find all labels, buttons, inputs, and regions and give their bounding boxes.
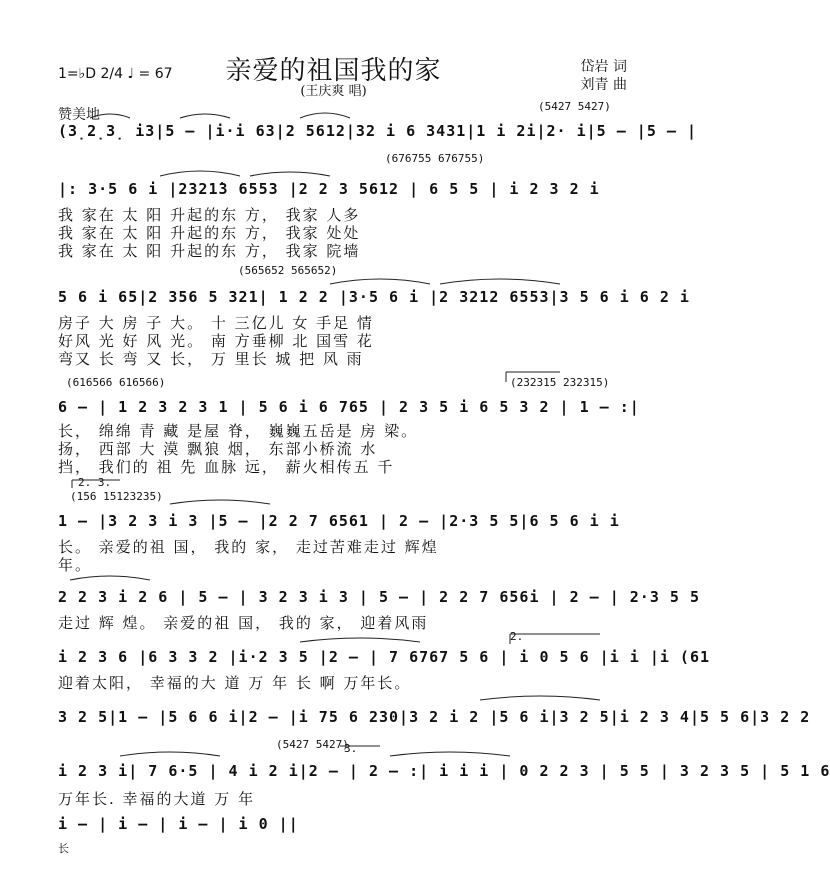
lyric-line: 迎着太阳， 幸福的大 道 万 年 长 啊 万年长。 — [58, 674, 412, 692]
volta-label: 2. 3. — [78, 476, 112, 489]
song-title: 亲爱的祖国我的家 — [225, 56, 442, 86]
lyric-verse-2: 好风 光 好 风 光。 南 方垂柳 北 国雪 花 — [58, 332, 374, 350]
grace-notes: (5427 5427) — [276, 738, 349, 751]
notation-line-3: 5 6 i 65|2 356 5 321| 1 2 2 |3·5 6 i |2 3212 6553|3 5 6 i 6 2 i — [58, 288, 690, 306]
lyric-verse-2: 我 家在 太 阳 升起的东 方， 我家 处处 — [58, 224, 361, 242]
composer-credit: 刘青 曲 — [580, 77, 627, 93]
notation-line-2: |: 3·5 6 i |2321̇3 6553 |2 2 3 5612 | 6 5 5 | i 2 3 2 i — [58, 180, 600, 198]
notation-line-8: 3 2 5|1 – |5 6 6 i|2 – |i 75 6 230|3 2 i 2 |5 6 i|3 2 5|i 2 3 4|5 5 6|3 2 2 — [58, 708, 811, 726]
slur — [170, 500, 270, 504]
slur — [180, 114, 230, 118]
lyricist-credit: 岱岩 词 — [580, 59, 627, 75]
notation-line-1: (3̣2̣3̣ i3|5 – |i·i 63|2 5612|32 i 6 3431|1 i 2i|2· i|5 – |5 – | — [58, 122, 697, 140]
grace-notes: (232315 232315) — [510, 376, 610, 389]
slur — [480, 696, 600, 700]
notation-line-10: i – | i – | i – | i 0 || — [58, 815, 299, 833]
grace-notes: (616566 616566) — [66, 376, 166, 389]
slur — [120, 752, 220, 756]
slur — [250, 172, 330, 176]
grace-notes: (5427 5427) — [538, 100, 611, 113]
lyric-line: 长 — [58, 842, 71, 855]
key-tempo-marking: 1=♭D 2/4 ♩ = 67 — [58, 66, 173, 82]
lyric-line: 万年长. 幸福的大道 万 年 — [58, 790, 256, 808]
lyric-verse-3: 挡， 我们的 祖 先 血脉 远， 薪火相传五 千 — [58, 458, 395, 476]
lyric-line: 长。 亲爱的祖 国， 我的 家， 走过苦难走过 辉煌 — [58, 538, 439, 556]
slur — [330, 279, 430, 284]
slur — [160, 171, 240, 176]
grace-notes: (565652 565652) — [238, 264, 338, 277]
lyric-verse-3: 弯又 长 弯 又 长， 万 里长 城 把 风 雨 — [58, 350, 364, 368]
volta-label: 3. — [344, 742, 358, 755]
slur — [300, 638, 420, 642]
grace-notes: (676755 676755) — [385, 152, 485, 165]
lyric-verse-3: 我 家在 太 阳 升起的东 方， 我家 院墙 — [58, 242, 361, 260]
singer-credit: (王庆爽 唱) — [300, 84, 367, 99]
lyric-line: 走过 辉 煌。 亲爱的祖 国， 我的 家， 迎着风雨 — [58, 614, 429, 632]
notation-line-9: i 2 3 i| 7 6·5 | 4 i 2 i|2 – | 2 – :| i i i | 0 2 2 3 | 5 5 | 3 2 3 5 | 5 1 6 — [58, 762, 830, 780]
notation-line-5: 1 – |3 2 3 i 3 |5 – |2 2 7 6561 | 2 – |2·3 5 5|6 5 6 i i — [58, 512, 620, 530]
notation-line-6: 2 2 3 i 2 6 | 5 – | 3 2 3 i 3 | 5 – | 2 2 7 656i | 2 – | 2·3 5 5 — [58, 588, 700, 606]
slur — [300, 113, 350, 118]
lyric-verse-2: 扬， 西部 大 漠 飘狼 烟， 东部小桥流 水 — [58, 440, 378, 458]
slur — [70, 576, 150, 580]
volta-label: 2. — [510, 630, 524, 643]
slur — [440, 279, 560, 284]
lyric-line: 年。 — [58, 556, 93, 574]
slur — [390, 752, 510, 756]
lyric-verse-1: 我 家在 太 阳 升起的东 方， 我家 人多 — [58, 206, 361, 224]
notation-line-4: 6 – | 1 2 3 2 3 1 | 5 6 i 6 765 | 2 3 5 i 6 5 3 2 | 1 – :| — [58, 398, 640, 416]
grace-notes: (156 15123235) — [70, 490, 163, 503]
lyric-verse-1: 房子 大 房 子 大。 十 三亿儿 女 手足 情 — [58, 314, 374, 332]
slur — [90, 114, 130, 118]
notation-line-7: i 2 3 6 |6 3 3 2 |i·2 3 5 |2 – | 7 6767 5 6 | i 0 5 6 |i i |i (61 — [58, 648, 710, 666]
expression-marking: 赞美地 — [58, 107, 100, 123]
lyric-verse-1: 长， 绵绵 青 藏 是屋 脊， 巍巍五岳是 房 梁。 — [58, 422, 419, 440]
